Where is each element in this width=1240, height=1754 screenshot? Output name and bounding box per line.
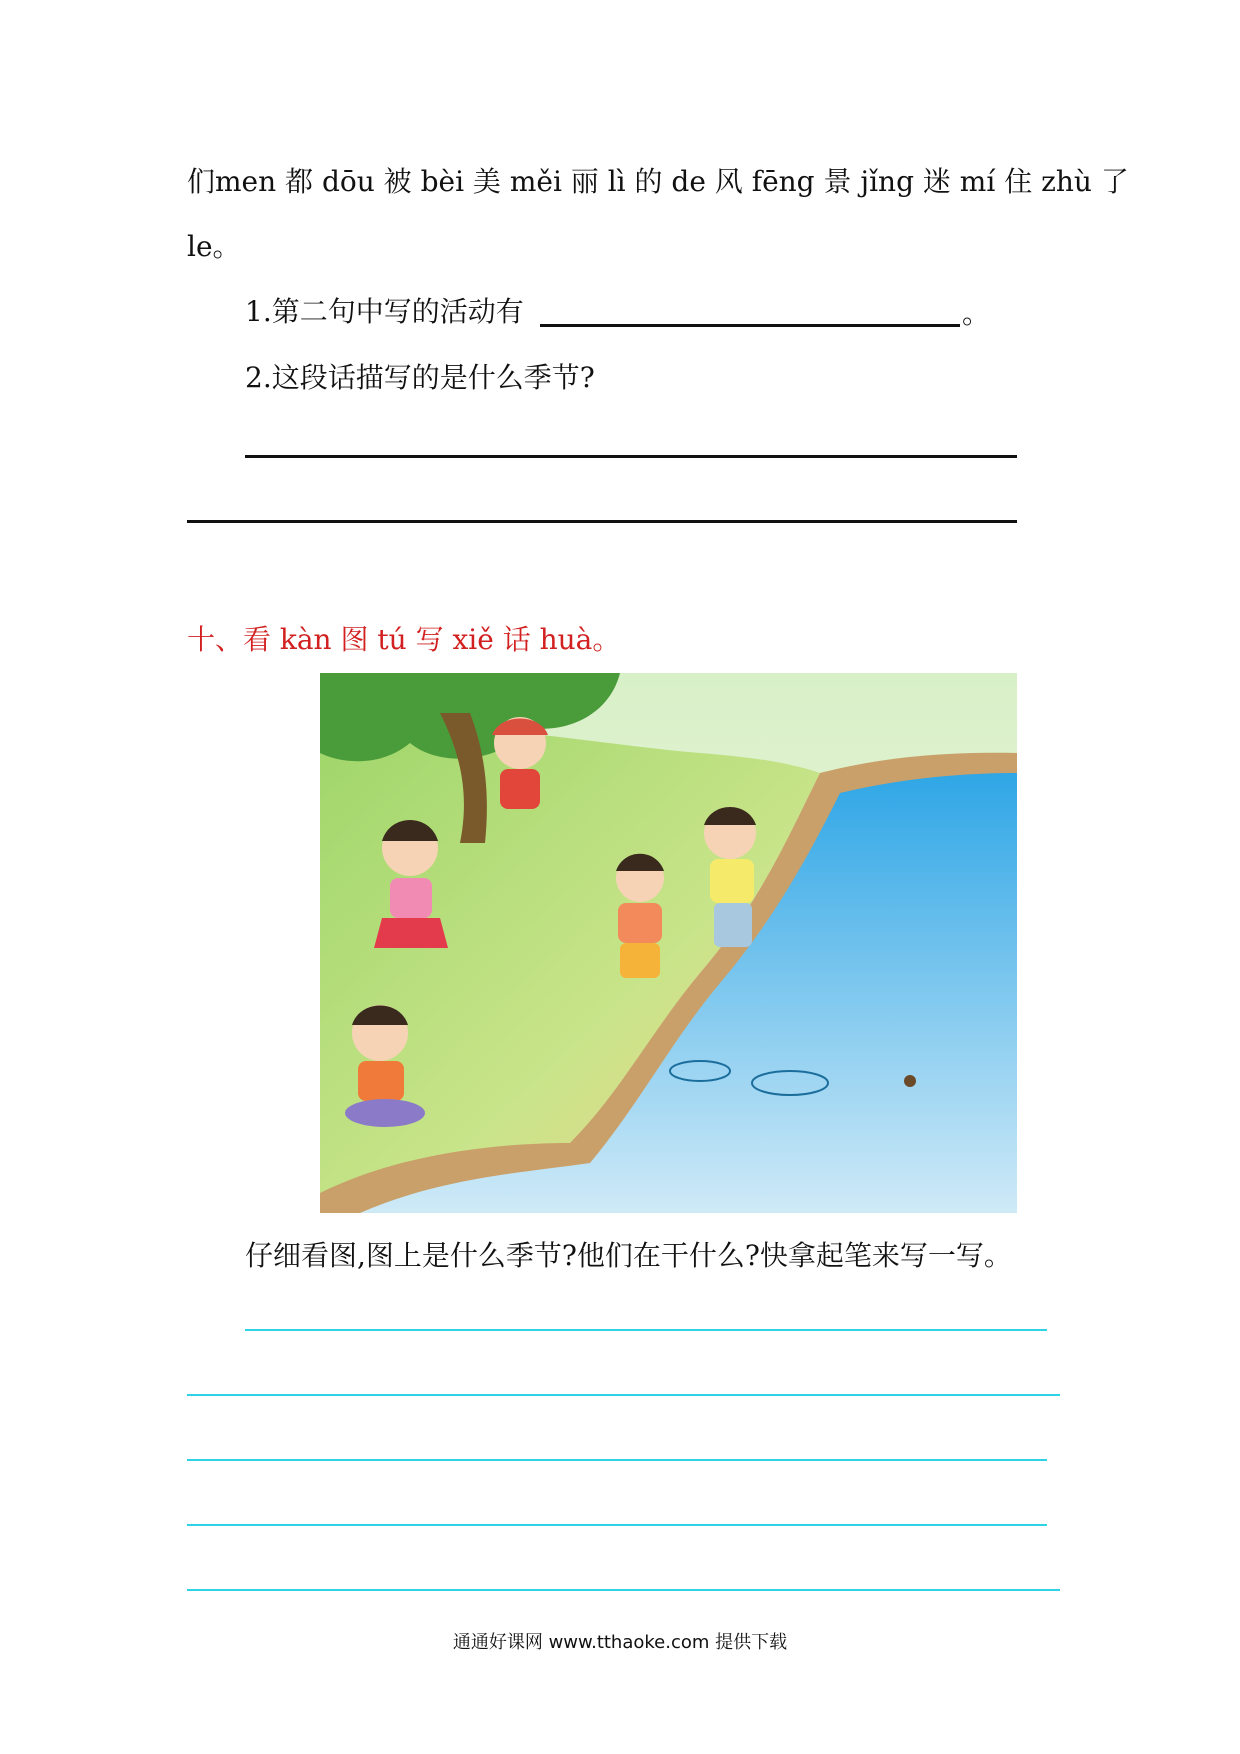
writing-line-3[interactable] [187,1459,1047,1461]
passage-line-1: 们men 都 dōu 被 bèi 美 měi 丽 lì 的 de 风 fēng 景 jǐng 迷 mí 住 zhù 了 [187,165,1129,198]
question-1-text: 1.第二句中写的活动有 [245,295,524,328]
question-1-end: 。 [962,297,991,330]
children-playing-by-lake-illustration [320,673,1017,1213]
writing-line-5[interactable] [187,1589,1060,1591]
page-footer: 通通好课网 www.tthaoke.com 提供下载 [452,1632,788,1653]
writing-line-1[interactable] [245,1329,1047,1331]
writing-line-4[interactable] [187,1524,1047,1526]
question-1-answer-line[interactable] [540,324,960,327]
question-2-answer-line-2[interactable] [187,520,1017,523]
question-2-answer-line-1[interactable] [245,455,1017,458]
passage-line-2: le。 [187,230,241,263]
writing-line-2[interactable] [187,1394,1060,1396]
section-10-instruction: 仔细看图,图上是什么季节?他们在干什么?快拿起笔来写一写。 [245,1239,1012,1272]
section-10-title: 十、看 kàn 图 tú 写 xiě 话 huà。 [187,623,621,656]
question-2-text: 2.这段话描写的是什么季节? [245,361,595,394]
scene-illustration [320,673,1017,1213]
